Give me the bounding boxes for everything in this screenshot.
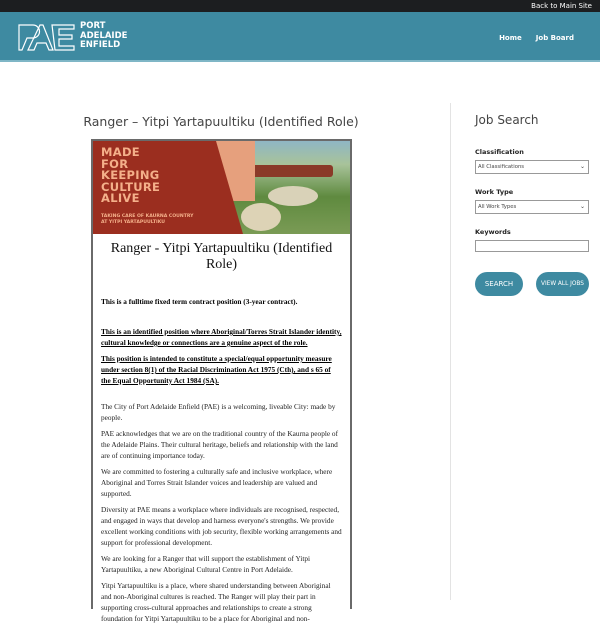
top-bar xyxy=(0,0,600,12)
document-body xyxy=(93,296,350,624)
headline-line: KEEPING xyxy=(101,168,160,182)
view-all-jobs-button[interactable]: VIEW ALL JOBS xyxy=(536,272,589,296)
document-title: Ranger - Yitpi Yartapuultiku (Identified Role) xyxy=(110,241,333,272)
paragraph: Yitpi Yartapuultiku is a place, where shared understanding between Aboriginal and non-Aboriginal cultures is reached. The Ranger will play their part in supporting cross-cultural approaches and relationships to create a strong foundation for Yitpi Yartapuultiku to be a place for Aboriginal and non- xyxy=(101,581,331,623)
banner-subtitle xyxy=(101,214,194,226)
keywords-input[interactable] xyxy=(475,240,589,252)
job-description xyxy=(91,139,352,623)
classification-select[interactable] xyxy=(475,160,589,174)
work-type-select[interactable] xyxy=(475,200,589,214)
paragraph: The City of Port Adelaide Enfield (PAE) is a welcoming, liveable City: made by people. xyxy=(101,402,336,422)
back-to-main-site-link[interactable]: Back to Main Site xyxy=(531,2,592,10)
paragraph: Diversity at PAE means a workplace where individuals are recognised, respected, and engaged in ways that develop and harness everyone's strengths. We provide excellent working conditions with job security, flexible working arrangements and support for professional development. xyxy=(101,505,342,547)
pae-logo[interactable] xyxy=(18,24,76,51)
logo-line: PORT xyxy=(80,21,106,31)
nav-job-board[interactable]: Job Board xyxy=(535,34,574,42)
logo-line: ADELAIDE xyxy=(80,30,128,41)
paragraph: PAE acknowledges that we are on the traditional country of the Kaurna people of the Adelaide Plains. Their cultural heritage, beliefs and relationship with the land are of continuing importance today. xyxy=(101,429,339,460)
chevron-down-icon: ⌄ xyxy=(579,163,585,170)
job-search-sidebar xyxy=(475,113,589,252)
landscape-shape xyxy=(241,203,281,231)
main-nav xyxy=(499,34,574,42)
special-measure-note: This position is intended to constitute a special/equal opportunity measure under section 8(1) of the Racial Discrimination Act 1975 (Cth), and s 65 of the Equal Opportunity Act 1984 (SA). xyxy=(101,354,332,385)
page-title: Ranger – Yitpi Yartapuultiku (Identified Role) xyxy=(83,114,359,129)
sidebar-divider xyxy=(450,103,451,600)
classification-label: Classification xyxy=(475,148,524,156)
headline-line: CULTURE xyxy=(101,179,161,194)
identified-note: This is an identified position where Aboriginal/Torres Strait Islander identity, cultural knowledge or connections are a genuine aspect of the role. xyxy=(101,327,342,347)
subtitle-line: AT YITPI YARTAPUULTIKU xyxy=(101,220,165,225)
paragraph: We are committed to fostering a culturally safe and inclusive workplace, where Aboriginal and Torres Strait Islander voices and leadership are valued and supported. xyxy=(101,467,333,498)
headline-line: ALIVE xyxy=(101,191,140,205)
headline-line: MADE xyxy=(101,145,140,159)
landscape-shape xyxy=(268,186,318,206)
headline-line: FOR xyxy=(101,156,129,171)
select-value: All Work Types xyxy=(478,204,517,210)
banner-image xyxy=(93,141,350,234)
keywords-label: Keywords xyxy=(475,228,511,236)
banner-headline xyxy=(101,147,160,205)
paragraph: We are looking for a Ranger that will support the establishment of Yitpi Yartapuultiku, a new Aboriginal Cultural Centre in Port Adelaide. xyxy=(101,554,311,574)
work-type-label: Work Type xyxy=(475,188,514,196)
logo-line: ENFIELD xyxy=(80,40,121,50)
sidebar-title: Job Search xyxy=(475,113,539,127)
subtitle-line: TAKING CARE OF KAURNA COUNTRY xyxy=(101,214,194,219)
select-value: All Classifications xyxy=(478,164,525,170)
site-header xyxy=(0,12,600,62)
logo-text xyxy=(80,22,127,51)
contract-note: This is a fulltime fixed term contract position (3-year contract). xyxy=(101,297,298,306)
nav-home[interactable]: Home xyxy=(499,34,522,42)
search-button[interactable]: SEARCH xyxy=(475,272,523,296)
building-shape xyxy=(243,165,333,177)
chevron-down-icon: ⌄ xyxy=(579,203,585,210)
